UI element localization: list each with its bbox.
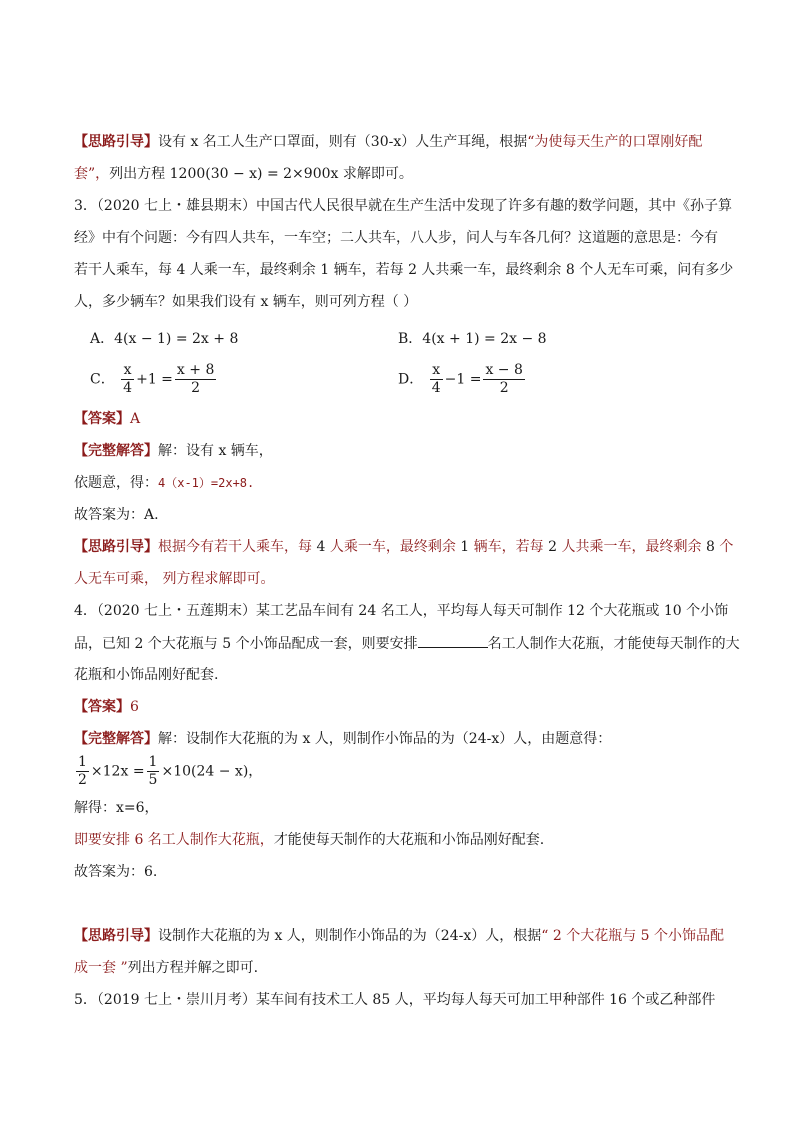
numerator: x − 8 — [485, 362, 523, 378]
question-3-line4: 人，多少辆车？如果我们设有 x 辆车，则可列方程（ ） — [74, 294, 418, 310]
hint-text: 人共乘一车，最终剩余 — [561, 539, 702, 555]
answer-label: 【答案】 — [74, 411, 130, 427]
solution-q4-line1 — [74, 729, 734, 749]
answer-blank — [418, 633, 488, 648]
numerator: 1 — [148, 754, 158, 770]
option-d-fraction-2 — [483, 362, 524, 397]
solution-text: 才能使每天制作的大花瓶和小饰品刚好配套. — [273, 832, 545, 848]
answer-q3 — [74, 409, 734, 429]
hint-text: 个 — [719, 539, 734, 555]
hint-q3-line2: 人无车可乘， 列方程求解即可。 — [74, 571, 275, 587]
option-c-mid: +1 = — [136, 371, 173, 388]
option-d-mid: −1 = — [444, 371, 482, 388]
option-b-label: B． — [398, 331, 423, 347]
hint-q2-line2 — [74, 164, 734, 184]
denominator: 2 — [191, 380, 201, 396]
hint-q2-line1 — [74, 132, 734, 152]
question-4-line2 — [74, 633, 740, 654]
hint-q3-line1 — [74, 537, 734, 557]
solution-q4-equation — [74, 754, 262, 789]
hint-text: 根据今有若干人乘车，每 — [158, 539, 312, 555]
option-a-equation: 4(x − 1) = 2x + 8 — [114, 331, 239, 347]
hint-label: 【思路引导】 — [74, 539, 158, 555]
hint-quote: “ 2 个大花瓶与 5 个小饰品配 — [541, 928, 725, 944]
question-3-line2: 经》中有个问题：今有四人共车，一车空；二人共车，八人步，问人与车各几何？这道题的意思是：今有 — [74, 230, 718, 246]
hint-text: 设制作大花瓶的为 x 人，则制作小饰品的为（24-x）人，根据 — [158, 928, 542, 944]
denominator: 2 — [78, 772, 87, 788]
question-3-line1: 3．（2020 七上・雄县期末）中国古代人民很早就在生产生活中发现了许多有趣的数学问题，其中《孙子算 — [74, 198, 732, 214]
option-b-equation: 4(x + 1) = 2x − 8 — [422, 331, 547, 347]
hint-text: 列出方程并解之即可. — [127, 960, 259, 976]
hint-label: 【思路引导】 — [74, 928, 158, 944]
option-d-fraction-1 — [430, 362, 443, 397]
solution-label: 【完整解答】 — [74, 443, 158, 459]
solution-text: 依题意，得： — [74, 475, 158, 491]
numerator: 1 — [78, 754, 87, 770]
solution-text: 解：设有 x 辆车， — [158, 443, 273, 459]
equation-part: ×10(24 − x)， — [161, 763, 263, 780]
hint-number: 8 — [705, 539, 715, 555]
hint-label: 【思路引导】 — [74, 134, 158, 150]
fraction-2 — [147, 754, 160, 789]
numerator: x — [430, 362, 443, 380]
answer-q4 — [74, 697, 734, 717]
hint-text: 列出方程 — [109, 166, 166, 182]
hint-text: 辆车，若每 — [473, 539, 544, 555]
fraction-1 — [76, 754, 89, 789]
hint-text: 人乘一车，最终剩余 — [329, 539, 456, 555]
answer-value: A — [130, 411, 141, 427]
option-d-label: D． — [398, 371, 424, 388]
option-a-label: A． — [90, 331, 115, 347]
denominator: 4 — [431, 380, 441, 396]
question-4-line1: 4．（2020 七上・五莲期末）某工艺品车间有 24 名工人，平均每人每天可制作 12 个大花瓶或 10 个小饰 — [74, 603, 729, 619]
hint-text: 设有 x 名工人生产口罩面，则有（30-x）人生产耳绳，根据 — [158, 134, 528, 150]
hint-quote: “为使每天生产的口罩刚好配 — [527, 134, 703, 150]
option-a — [90, 329, 238, 349]
answer-value: 6 — [130, 699, 139, 715]
option-b — [398, 329, 547, 349]
question-text: 品，已知 2 个大花瓶与 5 个小饰品配成一套，则要安排 — [74, 636, 418, 652]
solution-q4-line5: 故答案为：6. — [74, 864, 158, 880]
option-c-fraction-1 — [121, 362, 134, 397]
solution-text: 解：设制作大花瓶的为 x 人，则制作小饰品的为（24-x）人，由题意得： — [158, 731, 612, 747]
solution-equation: 4（x-1）=2x+8. — [158, 476, 255, 490]
solution-q3-line3: 故答案为：A. — [74, 507, 159, 523]
hint-q4-line1 — [74, 926, 734, 946]
solution-text: 即要安排 6 名工人制作大花瓶， — [74, 832, 274, 848]
option-c — [90, 362, 218, 397]
solution-q4-line4 — [74, 830, 734, 850]
solution-q4-line3: 解得：x=6， — [74, 800, 159, 816]
hint-quote-end: 成一套 ” — [74, 960, 128, 976]
hint-number: 4 — [316, 539, 326, 555]
question-text: 名工人制作大花瓶，才能使每天制作的大 — [487, 636, 740, 652]
denominator: 4 — [123, 380, 133, 396]
hint-number: 2 — [548, 539, 558, 555]
option-c-fraction-2 — [175, 362, 216, 397]
solution-q3-line2 — [74, 473, 734, 493]
question-4-line3: 花瓶和小饰品刚好配套. — [74, 667, 219, 683]
option-c-label: C． — [90, 371, 115, 388]
solution-q3-line1 — [74, 441, 734, 461]
option-d — [398, 362, 527, 397]
hint-text: 求解即可。 — [342, 166, 413, 182]
hint-quote-end: 套”， — [74, 166, 110, 182]
equation-part: ×12x = — [90, 763, 145, 780]
numerator: x — [121, 362, 134, 380]
numerator: x + 8 — [176, 362, 215, 378]
question-3-line3: 若干人乘车，每 4 人乘一车，最终剩余 1 辆车，若每 2 人共乘一车，最终剩余 8 个人无车可乘，问有多少 — [74, 262, 734, 278]
question-5-line1: 5．（2019 七上・崇川月考）某车间有技术工人 85 人，平均每人每天可加工甲种部件 16 个或乙种部件 — [74, 992, 716, 1008]
hint-number: 1 — [460, 539, 470, 555]
solution-label: 【完整解答】 — [74, 731, 158, 747]
denominator: 2 — [499, 380, 509, 396]
denominator: 5 — [148, 772, 158, 788]
hint-q4-line2 — [74, 958, 734, 978]
answer-label: 【答案】 — [74, 699, 130, 715]
equation: 1200(30 − x) = 2×900x — [169, 166, 339, 182]
